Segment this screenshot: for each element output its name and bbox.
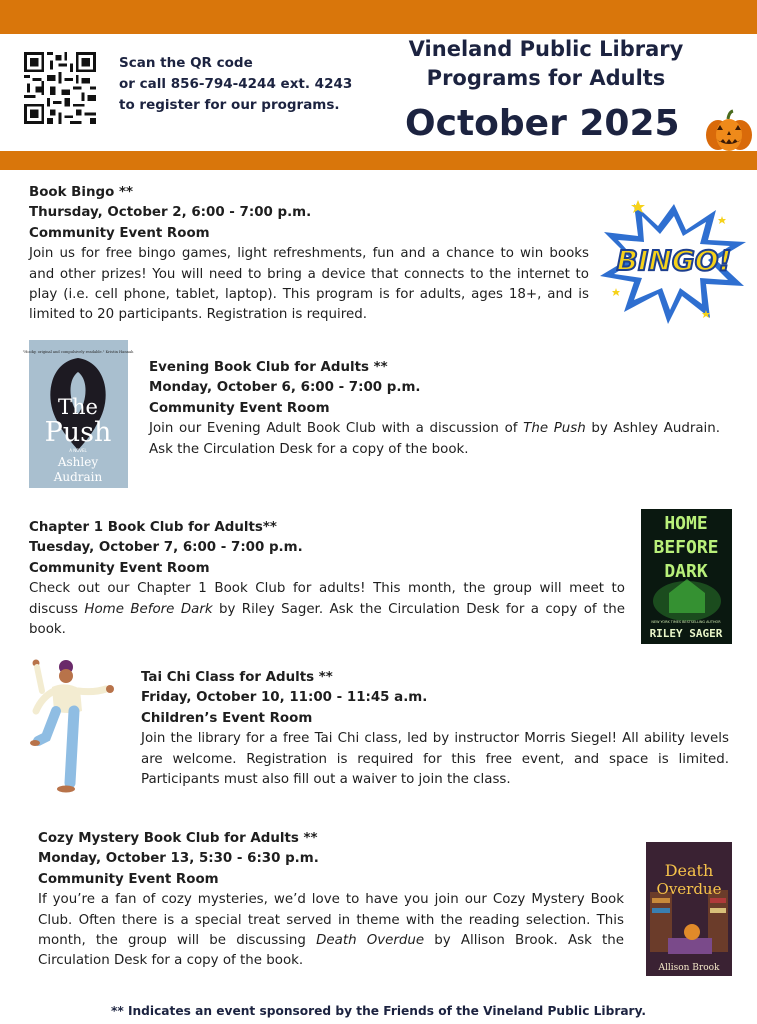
- cover-author: Allison Brook: [658, 963, 720, 973]
- event-title: Book Bingo **: [29, 185, 133, 200]
- event-description: Join the library for a free Tai Chi class, led by instructor Morris Siegel! All ability levels are welcome. Registration is required for this free event, and space is limited. Participants must also fill out a waiver to join the class.: [141, 731, 729, 788]
- event-evening-book-club: [149, 358, 720, 460]
- book-cover-the-push: [22, 340, 134, 488]
- cover-author-1: Ashley: [57, 455, 99, 469]
- event-location: Community Event Room: [149, 400, 330, 416]
- event-date: Thursday, October 2, 6:00 - 7:00 p.m.: [29, 205, 312, 221]
- title-line-1: Vineland Public Library: [408, 37, 684, 61]
- header-divider-bar: [0, 151, 757, 170]
- event-date: Monday, October 6, 6:00 - 7:00 p.m.: [149, 380, 421, 396]
- event-date: Friday, October 10, 11:00 - 11:45 a.m.: [141, 690, 428, 706]
- event-date: Tuesday, October 7, 6:00 - 7:00 p.m.: [29, 540, 303, 556]
- desc-text: by Allison Brook. Ask the Circulation Desk for a copy of the book.: [38, 933, 624, 969]
- top-accent-bar: [0, 0, 757, 34]
- cover-title-1: HOME: [664, 513, 708, 534]
- library-title: [398, 35, 694, 93]
- cover-title-2: Push: [44, 417, 112, 448]
- bingo-burst-image: [598, 196, 750, 326]
- sponsor-footnote: ** Indicates an event sponsored by the Friends of the Vineland Public Library.: [110, 1004, 647, 1018]
- tai-chi-illustration: [30, 655, 122, 797]
- event-date: Monday, October 13, 5:30 - 6:30 p.m.: [38, 851, 319, 867]
- desc-text: Join our Evening Adult Book Club with a discussion of: [149, 421, 524, 437]
- pumpkin-icon: [704, 110, 754, 152]
- event-title: Chapter 1 Book Club for Adults**: [29, 520, 277, 535]
- event-location: Community Event Room: [29, 560, 210, 576]
- event-location: Community Event Room: [38, 871, 219, 887]
- event-description: [38, 890, 624, 972]
- event-location: Community Event Room: [29, 225, 210, 241]
- cover-title-1: Death: [664, 861, 714, 880]
- book-cover-death-overdue: [646, 842, 732, 976]
- desc-text: by Riley Sager. Ask the Circulation Desk for a copy of the book.: [29, 601, 625, 638]
- cover-blurb: "Hooky, original and compulsively readable." Kristin Hannah: [22, 350, 134, 354]
- cover-small: A NOVEL: [69, 448, 87, 453]
- book-title: Home Before Dark: [84, 601, 213, 617]
- event-title: Evening Book Club for Adults **: [149, 360, 388, 375]
- cover-author: RILEY SAGER: [649, 627, 723, 640]
- cover-small: NEW YORK TIMES BESTSELLING AUTHOR: [651, 620, 721, 624]
- cover-title-2: BEFORE: [653, 537, 719, 558]
- cover-author-2: Audrain: [53, 470, 103, 484]
- cover-title-1: The: [58, 395, 98, 419]
- event-tai-chi: [141, 668, 729, 790]
- register-instructions: [119, 53, 352, 116]
- desc-text: If you’re a fan of cozy mysteries, we’d love to have you join our Cozy Mystery Book Club. Often there is a special treat served in theme with the reading selection. This month, the group will be discussing: [38, 892, 624, 949]
- event-title: Tai Chi Class for Adults **: [141, 670, 333, 685]
- event-location: Children’s Event Room: [141, 710, 313, 726]
- desc-text: Check out our Chapter 1 Book Club for adults! This month, the group will meet to discuss: [29, 581, 625, 617]
- cover-title-2: Overdue: [656, 880, 722, 898]
- book-cover-home-before-dark: [641, 509, 732, 644]
- scan-line-2: or call 856-794-4244 ext. 4243: [119, 76, 353, 92]
- event-description: [29, 579, 625, 640]
- scan-line-1: Scan the QR code: [119, 55, 253, 71]
- event-title: Cozy Mystery Book Club for Adults **: [38, 831, 318, 846]
- event-description: [149, 419, 720, 460]
- book-title: Death Overdue: [316, 933, 425, 949]
- event-book-bingo: [29, 183, 589, 326]
- event-chapter1-book-club: [29, 518, 625, 640]
- event-description: Join us for free bingo games, light refreshments, fun and a chance to win books and other prizes! You will need to bring a device that connects to the internet to play (i.e. cell phone, tablet, laptop). This program is for adults, ages 18+, and is limited to 20 participants. Registration is required.: [29, 246, 589, 323]
- qr-code-icon[interactable]: [24, 52, 96, 124]
- book-title: The Push: [523, 421, 586, 437]
- event-cozy-mystery-book-club: [38, 829, 624, 972]
- scan-line-3: to register for our programs.: [119, 97, 340, 113]
- cover-title-3: DARK: [664, 561, 708, 582]
- bingo-text: BINGO!: [616, 244, 732, 277]
- month-title: October 2025: [405, 103, 680, 144]
- desc-text: by Ashley Audrain. Ask the Circulation Desk for a copy of the book.: [149, 421, 720, 457]
- title-line-2: Programs for Adults: [426, 66, 666, 90]
